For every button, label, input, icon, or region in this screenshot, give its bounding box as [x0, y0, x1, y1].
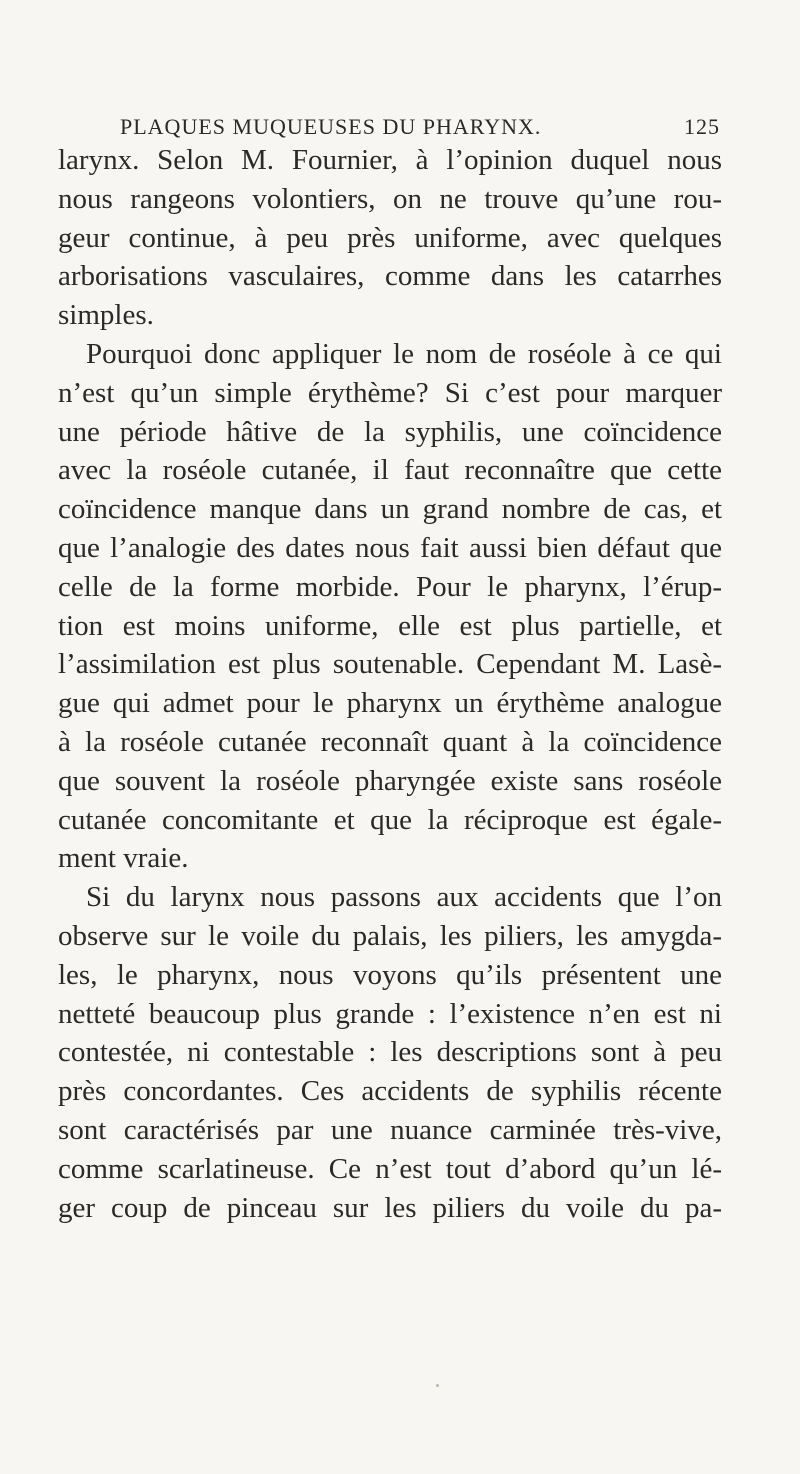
text-line: simples.	[58, 299, 154, 332]
running-head	[120, 114, 720, 144]
text-line: Si du larynx nous passons aux accidents que l’on	[86, 881, 722, 914]
text-line: que souvent la roséole pharyngée existe sans roséole	[58, 764, 722, 797]
text-line: observe sur le voile du palais, les piliers, les amygda-	[58, 919, 722, 952]
text-line: coïncidence manque dans un grand nombre de cas, et	[58, 493, 722, 526]
text-line: contestée, ni contestable : les descriptions sont à peu	[58, 1036, 722, 1069]
body-text	[58, 141, 722, 1227]
ink-speck	[436, 1384, 439, 1387]
text-line: Pourquoi donc appliquer le nom de roséole à ce qui	[86, 337, 722, 370]
page-number: 125	[684, 114, 720, 139]
text-line: à la roséole cutanée reconnaît quant à la coïncidence	[58, 725, 722, 758]
text-line: une période hâtive de la syphilis, une coïncidence	[58, 415, 722, 448]
text-line: celle de la forme morbide. Pour le pharynx, l’érup-	[58, 570, 722, 603]
text-line: nous rangeons volontiers, on ne trouve qu’une rou-	[58, 182, 722, 215]
text-line: comme scarlatineuse. Ce n’est tout d’abord qu’un lé-	[58, 1152, 722, 1185]
text-line: près concordantes. Ces accidents de syphilis récente	[58, 1075, 722, 1108]
text-line: avec la roséole cutanée, il faut reconnaître que cette	[58, 454, 722, 487]
text-line: geur continue, à peu près uniforme, avec quelques	[58, 221, 722, 254]
text-line: ment vraie.	[58, 842, 189, 875]
text-line: n’est qu’un simple érythème? Si c’est pour marquer	[58, 376, 722, 409]
running-title: PLAQUES MUQUEUSES DU PHARYNX.	[120, 114, 542, 139]
text-line: cutanée concomitante et que la réciproque est égale-	[58, 803, 722, 836]
text-line: tion est moins uniforme, elle est plus partielle, et	[58, 609, 722, 642]
text-line: ger coup de pinceau sur les piliers du voile du pa-	[58, 1191, 722, 1224]
text-line: netteté beaucoup plus grande : l’existence n’en est ni	[58, 997, 722, 1030]
text-line: larynx. Selon M. Fournier, à l’opinion duquel nous	[58, 144, 722, 176]
text-line: arborisations vasculaires, comme dans les catarrhes	[58, 260, 722, 293]
text-line: les, le pharynx, nous voyons qu’ils présentent une	[58, 958, 722, 991]
text-line: sont caractérisés par une nuance carminée très-vive,	[58, 1113, 722, 1146]
text-line: gue qui admet pour le pharynx un érythème analogue	[58, 687, 722, 720]
text-line: l’assimilation est plus soutenable. Cependant M. Lasè-	[58, 648, 722, 681]
text-line: que l’analogie des dates nous fait aussi bien défaut que	[58, 531, 722, 564]
